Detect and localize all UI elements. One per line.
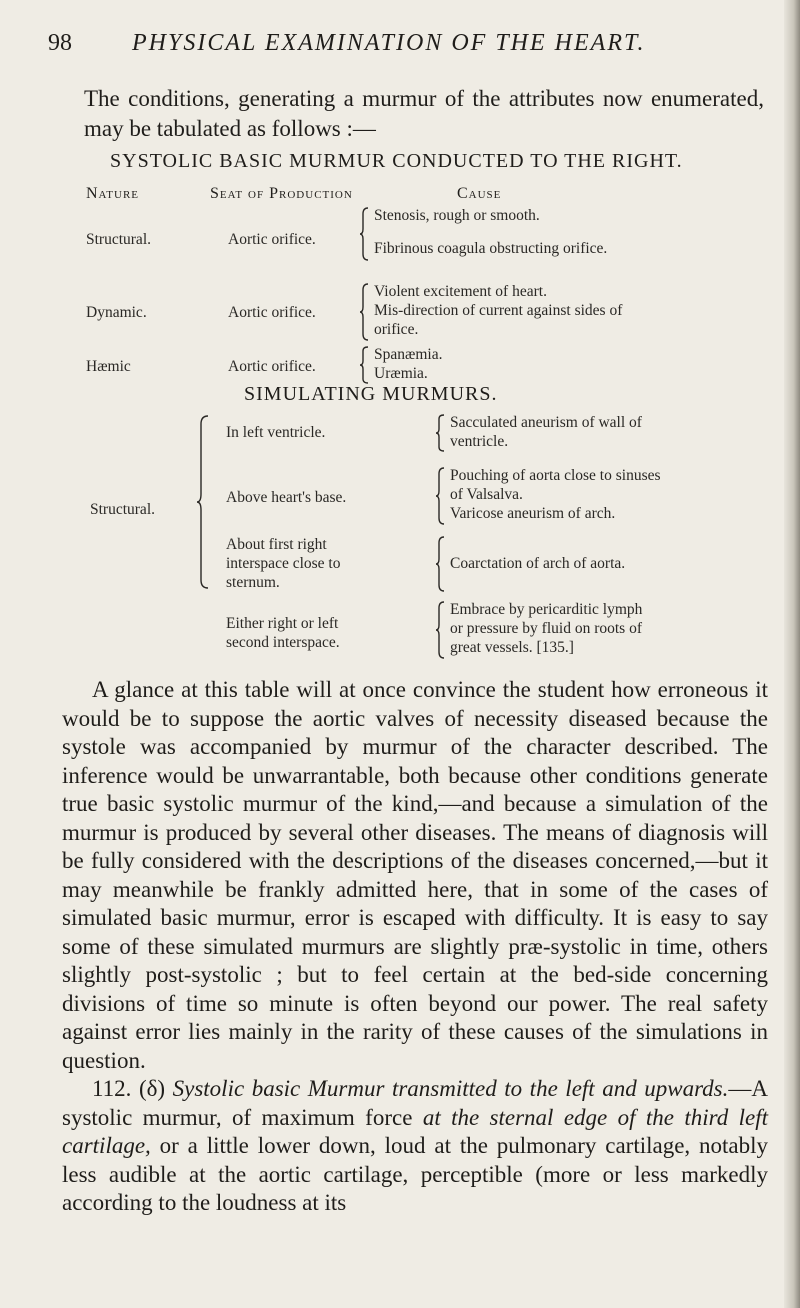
t1-row3-causes: Spanæmia. Uræmia.	[374, 346, 443, 382]
t1-row1-causes: Stenosis, rough or smooth. Fibrinous coagula obstructing orifice.	[374, 207, 608, 257]
t2-row2-causes: Pouching of aorta close to sinuses of Valsalva. Varicose aneurism of arch.	[450, 467, 661, 522]
t2-row1-causes: Sacculated aneurism of wall of ventricle.	[450, 414, 642, 450]
t2-row4-seat: Either right or left second interspace.	[226, 615, 340, 651]
section-heading: Systolic basic Murmur transmitted to the left and upwards.	[172, 1076, 729, 1101]
t2-row4-brace	[436, 600, 446, 660]
t2-row1-seat: In left ventricle.	[226, 424, 326, 441]
col-head-cause: Cause	[457, 185, 502, 202]
col-head-nature: Nature	[86, 185, 139, 202]
table1-title: SYSTOLIC BASIC MURMUR CONDUCTED TO THE RIGHT.	[110, 150, 683, 172]
t1-row2-seat: Aortic orifice.	[228, 304, 316, 321]
t1-row3-seat: Aortic orifice.	[228, 358, 316, 375]
intro-paragraph: The conditions, generating a murmur of the attributes now enumerated, may be tabulated as follows :—	[84, 86, 764, 141]
body-text	[62, 676, 768, 1218]
paragraph-2: 112. (δ) Systolic basic Murmur transmitted to the left and upwards.—A systolic murmur, of maximum force at the sternal edge of the third left cartilage, or a little lower down, loud at the pulmonary cartilage, notably less audible at the aortic cartilage, perceptible (more or less markedly according to the loudness at its	[62, 1076, 769, 1215]
t2-row3-seat: About first right interspace close to sternum.	[226, 536, 341, 591]
table2-title: SIMULATING MURMURS.	[244, 383, 498, 405]
running-head: PHYSICAL EXAMINATION OF THE HEART.	[132, 30, 646, 56]
t1-row1-brace	[360, 206, 370, 262]
page-number: 98	[48, 30, 72, 56]
t1-row1-nature: Structural.	[86, 231, 151, 248]
page-edge	[784, 0, 800, 1308]
t1-row3-nature: Hæmic	[86, 358, 131, 375]
t1-row2-nature: Dynamic.	[86, 304, 147, 321]
t2-row1-brace	[436, 413, 446, 453]
col-head-seat: Seat of Production	[210, 185, 353, 202]
t1-row1-seat: Aortic orifice.	[228, 231, 316, 248]
t2-group-label: Structural.	[90, 501, 155, 518]
t2-row3-causes: Coarctation of arch of aorta.	[450, 555, 626, 572]
t2-row2-brace	[436, 466, 446, 526]
t2-row4-causes: Embrace by pericarditic lymph or pressure by fluid on roots of great vessels. [135.]	[450, 601, 643, 656]
t1-row2-brace	[360, 282, 370, 342]
t2-group-brace	[196, 414, 210, 590]
t2-row2-seat: Above heart's base.	[226, 489, 347, 506]
t1-row2-causes: Violent excitement of heart. Mis-direction of current against sides of orifice.	[374, 283, 623, 338]
t1-row3-brace	[360, 345, 370, 385]
paragraph-1: A glance at this table will at once convince the student how erroneous it would be to suppose the aortic valves of necessity diseased because the systole was accompanied by murmur of the character described. The inference would be unwarrantable, both because other conditions generate true basic systolic murmur of the kind,—and because a simulation of the murmur is produced by several other diseases. The means of diagnosis will be fully considered with the descriptions of the diseases concerned,—but it may meanwhile be frankly admitted here, that in some of the cases of simulated basic murmur, error is escaped with difficulty. It is easy to say some of these simulated murmurs are slightly præ-systolic in time, others slightly post-systolic ; but to feel certain at the bed-side concerning divisions of time so minute is often beyond our power. The real safety against error lies mainly in the rarity of these causes of the simulations in question.	[62, 677, 768, 1073]
t2-row3-brace	[436, 535, 446, 593]
